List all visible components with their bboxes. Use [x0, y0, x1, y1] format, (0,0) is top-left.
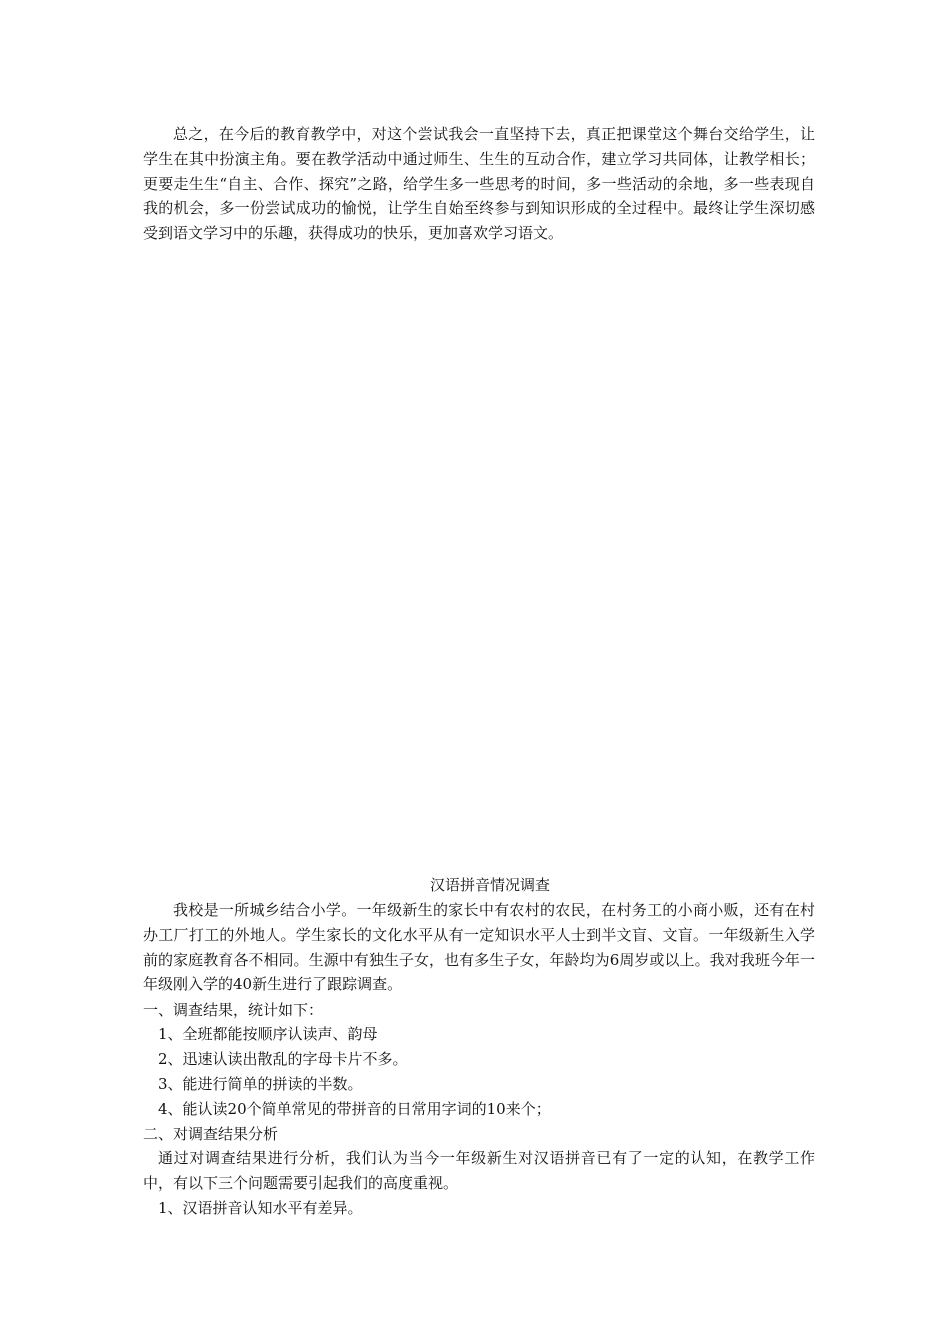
result-item: 2、迅速认读出散乱的字母卡片不多。	[158, 1050, 408, 1068]
section-heading-results: 一、调查结果，统计如下：	[143, 1001, 324, 1019]
result-item: 4、能认读20个简单常见的带拼音的日常用字词的10来个；	[158, 1100, 551, 1118]
survey-title: 汉语拼音情况调查	[429, 876, 550, 894]
result-item: 3、能进行简单的拼读的半数。	[158, 1075, 363, 1093]
conclusion-paragraph: 总之，在今后的教育教学中，对这个尝试我会一直坚持下去，真正把课堂这个舞台交给学生，让学生在其中扮演主角。要在教学活动中通过师生、生生的互动合作，建立学习共同体，让教学相长；更要走生生“自主、合作、探究”之路，给学生多一些思考的时间，多一些活动的余地，多一些表现自我的机会，多一份尝试成功的愉悦，让学生自始至终参与到知识形成的全过程中。最终让学生深切感受到语文学习中的乐趣，获得成功的快乐，更加喜欢学习语文。	[143, 125, 815, 243]
analysis-paragraph: 通过对调查结果进行分析，我们认为当今一年级新生对汉语拼音已有了一定的认知，在教学工作中，有以下三个问题需要引起我们的高度重视。	[143, 1149, 815, 1192]
problem-item: 1、汉语拼音认知水平有差异。	[158, 1199, 363, 1217]
result-item: 1、全班都能按顺序认读声、韵母	[158, 1025, 378, 1043]
survey-intro-paragraph: 我校是一所城乡结合小学。一年级新生的家长中有农村的农民，在村务工的小商小贩，还有在村办工厂打工的外地人。学生家长的文化水平从有一定知识水平人士到半文盲、文盲。一年级新生入学前的家庭教育各不相同。生源中有独生子女，也有多生子女，年龄均为6周岁或以上。我对我班今年一年级刚入学的40新生进行了跟踪调查。	[143, 901, 815, 994]
section-heading-analysis: 二、对调查结果分析	[143, 1125, 279, 1143]
